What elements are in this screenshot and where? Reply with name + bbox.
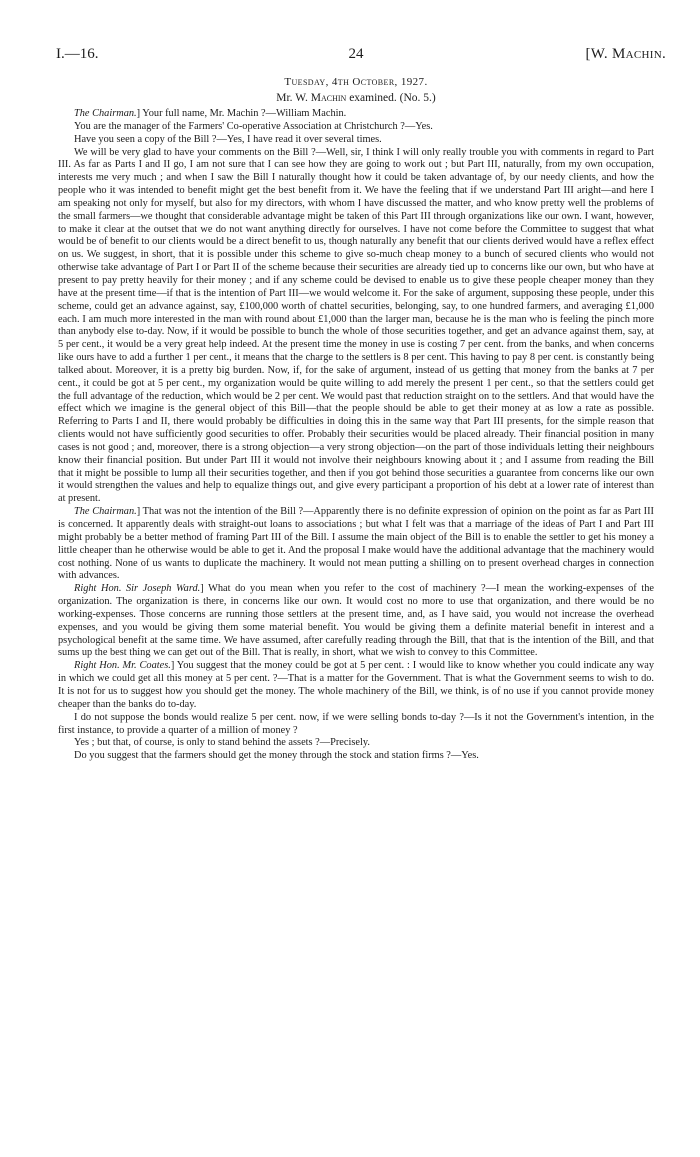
witness-running-head: [W. Machin. [585, 46, 666, 62]
testimony-paragraph [58, 506, 654, 583]
paragraph-text: ] That was not the intention of the Bill ?—Apparently there is no definite expression of opinion on the point as far as Part III is concerned. It apparently deals with straight-out loans to associations ; but what I felt was that a marriage of the ideas of Part I and Part III might probably be a better method of framing Part III of the Bill. I assume the main object of the Bill is to enable the settler to get his money a little cheaper than he otherwise would be able to get it. And the proposal I make would have the additional advantage that the machinery would cost nothing. None of us wants to duplicate the machinery. It would not mean putting a shilling on to present overhead charges in connection with advances. [58, 506, 654, 582]
session-date: Tuesday, 4th October, 1927. [284, 76, 428, 88]
document-page [56, 46, 666, 763]
witness-name: Machin [310, 92, 347, 104]
testimony-body [58, 108, 654, 763]
paragraph-text: You are the manager of the Farmers' Co-operative Association at Christchurch ?—Yes. [74, 120, 433, 132]
page-number: 24 [348, 46, 364, 62]
testimony-paragraph [58, 147, 654, 507]
testimony-paragraph [58, 134, 654, 147]
paragraph-text: ] What do you mean when you refer to the cost of machinery ?—I mean the working-expenses of the organization. The organization is there, in concerns like our own. It would cost no more to use that organization, and there would be no working-expenses. Those concerns are running those settlers at the present time, and, as I have said, you would not increase the overhead expenses, and you would be giving them some material benefit. You would be giving them a definite material benefit in interest and a psychological benefit at the same time. We have assumed, after carefully reading through the Bill, that that is the intention of the Bill, and that sums up the best thing we can get out of the Bill. That is really, in short, what we wish to convey to this Committee. [58, 583, 654, 659]
testimony-paragraph [58, 712, 654, 738]
paragraph-text: Do you suggest that the farmers should get the money through the stock and station firms ?—Yes. [74, 750, 479, 762]
testimony-paragraph [58, 750, 654, 763]
page-header [56, 46, 666, 66]
witness-suffix: examined. (No. 5.) [346, 92, 436, 104]
speaker-name: The Chairman. [74, 506, 137, 518]
speaker-name: Right Hon. Mr. Coates. [74, 660, 171, 672]
paragraph-text: We will be very glad to have your comments on the Bill ?—Well, sir, I think I will only really trouble you with comments in regard to Part III. As far as Parts I and II go, I am not sure that I can see how they are going to work out ; but Part III, naturally, from my own occupation, interests me very much ; and when I saw the Bill I naturally thought how it could be taken advantage of, by our needy clients, and how the people who it was intended to benefit might get the best benefit from it. We have the feeling that if we understand Part III aright—and here I am speaking not only for myself, but also for my directors, with whom I have discussed the matter, and who know pretty well the problems of the small farmers—we thought that considerable advantage might be taken of this Part III through organizations like our own. I want, however, to make it clear at the outset that we do not want anything directly for ourselves. I have not come before the Committee to suggest that what would be of benefit to our clients would be a direct benefit to us, though naturally any benefit that our clients derived would have a reflex effect on us. We suggest, in short, that it is possible under this scheme to give so-much cheap money to a bunch of secured clients who would not otherwise take advantage of Part I or Part II of the scheme because their securities are already tied up to concerns like our own, but who have at present to pay pretty heavily for their money ; and if any scheme could be devised to enable us to give these people cheaper money than they have at the present time—if that is the intention of Part III—we would welcome it. For the sake of argument, supposing these people, under this scheme, could get an advance against, say, £100,000 worth of chattel securities, belonging, say, to one hundred farmers, and averaging £1,000 each. I am much more interested in the man with round about £1,000 than the larger man, because he is the man who is feeling the pinch more than anybody else to-day. Now, if it would be possible to bunch the whole of those securities together, and get an advance against them, say, at 5 per cent., it would be a very great help indeed. At the present time the money in use is costing 7 per cent. from the banks, and when concerns like ours have to add a further 1 per cent., it means that the charge to the settlers is 8 per cent. This having to pay 8 per cent. is constantly being talked about. Moreover, it is a pretty big burden. Now, if, for the sake of argument, instead of us getting that money from the banks at 7 per cent., it could be got at 5 per cent., my organization would be quite willing to add merely the present 1 per cent., so that the settlers could get the full advantage of the reduction, which would be 2 per cent. We would past that reduction straight on to the settlers. And that would have the effect which we imagine is the general object of this Bill—that the people should be able to get their money at as low a rate as possible. Referring to Parts I and II, there would probably be difficulties in doing this in the same way that Part III presents, for the simple reason that clients would not have sufficiently good securities to offer. Probably their securities would be placed already. Their financial position in many cases is not good ; and, moreover, there is a strong objection—a very strong objection—on the part of those individuals letting their neighbours know their financial position. But under Part III it would not involve their neighbours knowing about it ; and I assume from reading the Bill that it might be possible to lump all their securities together, and then if you got behind those securities a guarantee from concerns like our own it would strengthen the values and help to equalize things out, and give every participant a proportion of his debt at a lower rate of interest than at present. [58, 146, 654, 505]
testimony-paragraph [58, 660, 654, 711]
paragraph-text: ] You suggest that the money could be got at 5 per cent. : I would like to know whether you could indicate any way in which we could get all this money at 5 per cent. ?—That is a matter for the Government. That is what the Government seems to wish to do. It is not for us to suggest how you should get the money. The whole machinery of the Bill, we think, is of no use if you cannot provide money cheaper than the banks do to-day. [58, 660, 654, 710]
testimony-paragraph [58, 583, 654, 660]
witness-heading [58, 92, 654, 104]
paragraph-text: Have you seen a copy of the Bill ?—Yes, I have read it over several times. [74, 133, 382, 145]
speaker-name: The Chairman. [74, 108, 137, 119]
paragraph-text: Yes ; but that, of course, is only to stand behind the assets ?—Precisely. [74, 737, 370, 749]
testimony-paragraph [58, 108, 654, 121]
speaker-name: Right Hon. Sir Joseph Ward. [74, 583, 201, 595]
testimony-paragraph [58, 121, 654, 134]
paragraph-text: I do not suppose the bonds would realize 5 per cent. now, if we were selling bonds to-day ?—Is it not the Government's intention, in the first instance, to provide a quarter of a million of money ? [58, 711, 654, 736]
report-reference: I.—16. [56, 46, 99, 62]
testimony-paragraph [58, 737, 654, 750]
paragraph-text: ] Your full name, Mr. Machin ?—William Machin. [136, 108, 347, 119]
witness-prefix: Mr. W. [276, 92, 308, 104]
